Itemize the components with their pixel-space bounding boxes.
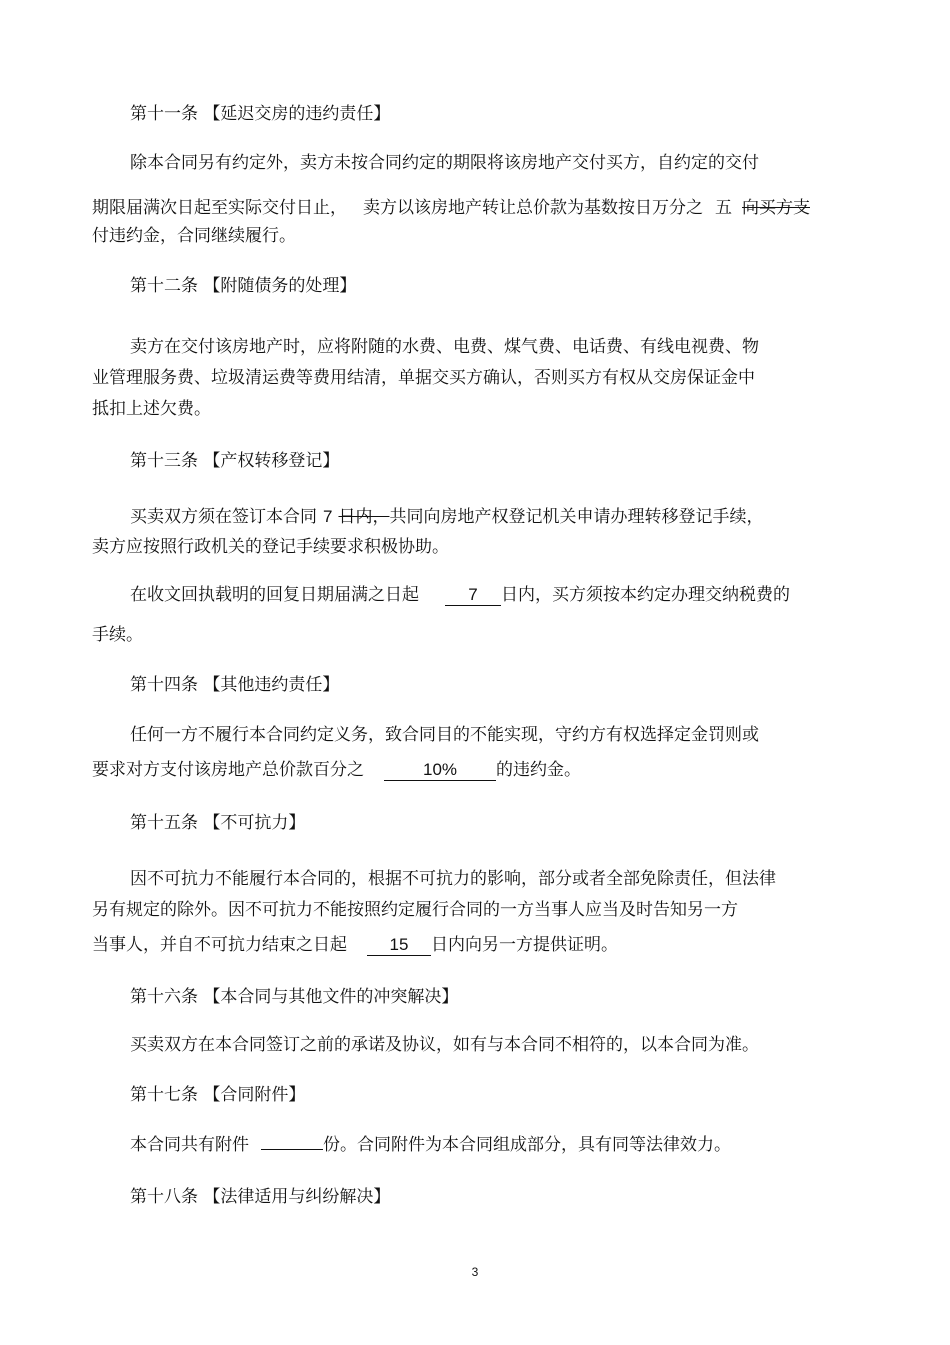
- article-14-percent-blank: 10%: [384, 760, 496, 781]
- article-13-days-value: 7: [323, 507, 333, 526]
- article-15-line-3: [92, 934, 618, 956]
- article-15-line-3-c: 日内向另一方提供证明。: [431, 935, 618, 955]
- article-12-heading: 第十二条 【附随债务的处理】: [130, 276, 357, 296]
- article-17-line-1: [130, 1134, 731, 1156]
- article-13-line-3: [130, 584, 790, 606]
- article-14-line-2-c: 的违约金。: [496, 760, 581, 780]
- article-12-line-2: 业管理服务费、垃圾清运费等费用结清，单据交买方确认，否则买方有权从交房保证金中: [92, 368, 755, 388]
- article-16-line-1: 买卖双方在本合同签订之前的承诺及协议，如有与本合同不相符的，以本合同为准。: [130, 1035, 759, 1055]
- article-15-heading: 第十五条 【不可抗力】: [130, 813, 306, 833]
- article-15-line-1: 因不可抗力不能履行本合同的，根据不可抗力的影响，部分或者全部免除责任，但法律: [130, 869, 776, 889]
- article-13-line-1-a: 买卖双方须在签订本合同: [130, 507, 317, 527]
- article-13-line-3-a: 在收文回执载明的回复日期届满之日起: [130, 585, 419, 605]
- article-17-heading: 第十七条 【合同附件】: [130, 1085, 306, 1105]
- article-11-line-2: [92, 197, 810, 219]
- article-11-rate-value: 五: [715, 198, 732, 218]
- article-11-line-2-a: 期限届满次日起至实际交付日止，: [92, 198, 347, 218]
- article-11-line-1: 除本合同另有约定外，卖方未按合同约定的期限将该房地产交付买方，自约定的交付: [130, 153, 759, 173]
- article-17-attachments-blank: [261, 1149, 323, 1150]
- article-14-line-2: [92, 759, 581, 781]
- page-number: 3: [471, 1265, 479, 1279]
- article-18-heading: 第十八条 【法律适用与纠纷解决】: [130, 1187, 391, 1207]
- article-15-line-3-a: 当事人，并自不可抗力结束之日起: [92, 935, 347, 955]
- article-12-line-3: 抵扣上述欠费。: [92, 399, 211, 419]
- article-11-line-3: 付违约金，合同继续履行。: [92, 226, 296, 246]
- article-16-heading: 第十六条 【本合同与其他文件的冲突解决】: [130, 987, 459, 1007]
- article-11-line-2-b: 卖方以该房地产转让总价款为基数按日万分之: [363, 198, 703, 218]
- article-15-line-2: 另有规定的除外。因不可抗力不能按照约定履行合同的一方当事人应当及时告知另一方: [92, 900, 738, 920]
- article-14-heading: 第十四条 【其他违约责任】: [130, 675, 340, 695]
- article-14-line-2-a: 要求对方支付该房地产总价款百分之: [92, 760, 364, 780]
- article-17-line-1-a: 本合同共有附件: [130, 1135, 249, 1155]
- article-13-line-3-c: 日内，买方须按本约定办理交纳税费的: [501, 585, 790, 605]
- article-12-line-1: 卖方在交付该房地产时，应将附随的水费、电费、煤气费、电话费、有线电视费、物: [130, 337, 759, 357]
- article-17-line-1-c: 份。合同附件为本合同组成部分，具有同等法律效力。: [323, 1135, 731, 1155]
- article-15-days-blank: 15: [367, 935, 431, 956]
- article-13-line-2: 卖方应按照行政机关的登记手续要求积极协助。: [92, 537, 449, 557]
- article-13-tax-days-blank: 7: [445, 585, 501, 606]
- article-13-heading: 第十三条 【产权转移登记】: [130, 451, 340, 471]
- article-13-struck-text: 日内，: [338, 507, 390, 527]
- article-14-line-1: 任何一方不履行本合同约定义务，致合同目的不能实现，守约方有权选择定金罚则或: [130, 725, 759, 745]
- article-13-line-4: 手续。: [92, 625, 143, 645]
- article-11-heading: 第十一条 【延迟交房的违约责任】: [130, 104, 391, 124]
- article-13-line-1: [130, 506, 763, 528]
- article-13-line-1-d: 共同向房地产权登记机关申请办理转移登记手续，: [389, 507, 764, 527]
- article-11-struck-text: 向买方支: [742, 198, 810, 218]
